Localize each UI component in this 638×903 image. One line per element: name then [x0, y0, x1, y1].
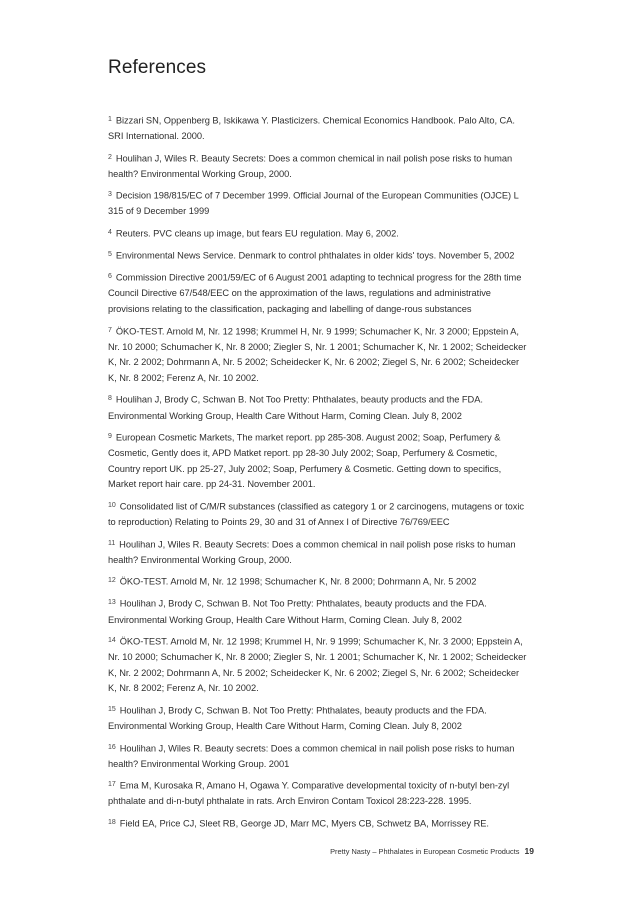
- page-title: References: [108, 57, 207, 78]
- reference-item: [108, 498, 530, 531]
- reference-item: [108, 112, 530, 145]
- reference-number: 11: [108, 539, 116, 547]
- reference-item: [108, 150, 530, 183]
- reference-number: 7: [108, 326, 112, 334]
- reference-number: 10: [108, 501, 116, 509]
- reference-number: 8: [108, 395, 112, 403]
- reference-item: [108, 815, 530, 832]
- reference-text: Ema M, Kurosaka R, Amano H, Ogawa Y. Comparative developmental toxicity of n-butyl ben-zyl phthalate and di-n-butyl phthalate in rats. Arch Environ Contam Toxicol 28:223-228. 1995.: [108, 780, 510, 807]
- reference-number: 14: [108, 637, 116, 645]
- reference-item: [108, 391, 530, 424]
- reference-text: Environmental News Service. Denmark to control phthalates in older kids' toys. November 5, 2002: [115, 250, 515, 261]
- reference-text: Houlihan J, Brody C, Schwan B. Not Too Pretty: Phthalates, beauty products and the FDA. Environmental Working Group, Health Care Without Harm, Coming Clean. July 8, 2002: [108, 598, 487, 625]
- reference-text: Houlihan J, Wiles R. Beauty Secrets: Does a common chemical in nail polish pose risks to human health? Environmental Working Group, 2000.: [108, 539, 516, 565]
- reference-number: 12: [108, 577, 116, 585]
- reference-list: [108, 112, 530, 837]
- reference-text: ÖKO-TEST. Arnold M, Nr. 12 1998; Krummel H, Nr. 9 1999; Schumacher K, Nr. 3 2000; Eppstein A, Nr. 10 2000; Schumacher K, Nr. 8 2000; Ziegler S, Nr. 1 2001; Schumacher K, Nr. 1 2002; Scheidecker K, Nr. 2 2002; Dohrmann A, Nr. 5 2002; Scheidecker K, Nr. 6 2002; Ziegel S, Nr. 6 2002; Scheidecker K, Nr. 8 2002; Ferenz A, Nr. 10 2002.: [108, 326, 527, 383]
- reference-text: Houlihan J, Wiles R. Beauty Secrets: Does a common chemical in nail polish pose risks to human health? Environmental Working Group, 2000.: [108, 153, 513, 179]
- reference-text: Consolidated list of C/M/R substances (classified as category 1 or 2 carcinogens, mutagens or toxic to reproduction) Relating to Points 29, 30 and 31 of Annex I of Directive 76/769/EEC: [108, 501, 524, 528]
- page-number: 19: [524, 846, 534, 856]
- reference-number: 9: [108, 433, 112, 441]
- reference-text: Reuters. PVC cleans up image, but fears EU regulation. May 6, 2002.: [115, 228, 399, 239]
- reference-text: ÖKO-TEST. Arnold M, Nr. 12 1998; Krummel H, Nr. 9 1999; Schumacher K, Nr. 3 2000; Eppstein A, Nr. 10 2000; Schumacher K, Nr. 8 2000; Ziegler S, Nr. 1 2001; Schumacher K, Nr. 1 2002; Scheidecker K, Nr. 2 2002; Dohrmann A, Nr. 5 2002; Scheidecker K, Nr. 6 2002; Ziegel S, Nr. 6 2002; Scheidecker K, Nr. 8 2002; Ferenz A, Nr. 10 2002.: [108, 636, 527, 694]
- reference-item: [108, 536, 530, 569]
- reference-item: [108, 247, 530, 264]
- reference-number: 2: [108, 153, 112, 161]
- reference-text: Decision 198/815/EC of 7 December 1999. Official Journal of the European Communities (OJCE) L 315 of 9 December 1999: [108, 190, 519, 217]
- reference-number: 5: [108, 251, 112, 259]
- reference-item: [108, 429, 530, 493]
- reference-number: 15: [108, 706, 116, 713]
- reference-item: [108, 187, 530, 220]
- reference-number: 1: [108, 116, 112, 123]
- reference-number: 18: [108, 819, 116, 827]
- reference-text: European Cosmetic Markets, The market report. pp 285-308. August 2002; Soap, Perfumery & Cosmetic, Gently does it, APD Matket report. pp 28-30 July 2002; Soap, Perfumery & Cosmetic, Country report UK. pp 25-27, July 2002; Soap, Perfumery & Cosmetic. Getting down to specifics, Market report hair care. pp 24-31. November 2001.: [108, 432, 502, 490]
- reference-item: [108, 702, 530, 735]
- reference-text: Bizzari SN, Oppenberg B, Iskikawa Y. Plasticizers. Chemical Economics Handbook. Palo Alto, CA. SRI International. 2000.: [108, 115, 515, 142]
- reference-number: 13: [108, 599, 116, 607]
- reference-item: [108, 633, 530, 697]
- reference-item: [108, 573, 530, 590]
- reference-item: [108, 740, 530, 773]
- reference-text: ÖKO-TEST. Arnold M, Nr. 12 1998; Schumacher K, Nr. 8 2000; Dohrmann A, Nr. 5 2002: [119, 576, 477, 587]
- reference-item: [108, 595, 530, 628]
- reference-number: 3: [108, 191, 112, 199]
- reference-number: 4: [108, 229, 112, 237]
- reference-number: 17: [108, 781, 116, 789]
- page-footer: [330, 845, 534, 858]
- reference-text: Houlihan J, Brody C, Schwan B. Not Too Pretty: Phthalates, beauty products and the FDA. Environmental Working Group, Health Care Without Harm, Coming Clean. July 8, 2002: [108, 705, 487, 732]
- reference-item: [108, 225, 530, 242]
- reference-item: [108, 269, 530, 317]
- reference-item: [108, 323, 530, 387]
- reference-text: Field EA, Price CJ, Sleet RB, George JD, Marr MC, Myers CB, Schwetz BA, Morrissey RE.: [119, 818, 489, 829]
- reference-number: 6: [108, 273, 112, 281]
- reference-text: Houlihan J, Wiles R. Beauty secrets: Does a common chemical in nail polish pose risks to human health? Environmental Working Group. 2001: [108, 743, 515, 769]
- reference-item: [108, 777, 530, 810]
- reference-text: Commission Directive 2001/59/EC of 6 August 2001 adapting to technical progress for the 28th time Council Directive 67/548/EEC on the approximation of the laws, regulations and administrative provisions relating to the classification, packaging and labelling of dange-rous substances: [108, 272, 522, 314]
- reference-text: Houlihan J, Brody C, Schwan B. Not Too Pretty: Phthalates, beauty products and the FDA. Environmental Working Group, Health Care Without Harm, Coming Clean. July 8, 2002: [108, 394, 483, 421]
- footer-title: Pretty Nasty – Phthalates in European Cosmetic Products: [330, 847, 520, 856]
- reference-number: 16: [108, 743, 116, 751]
